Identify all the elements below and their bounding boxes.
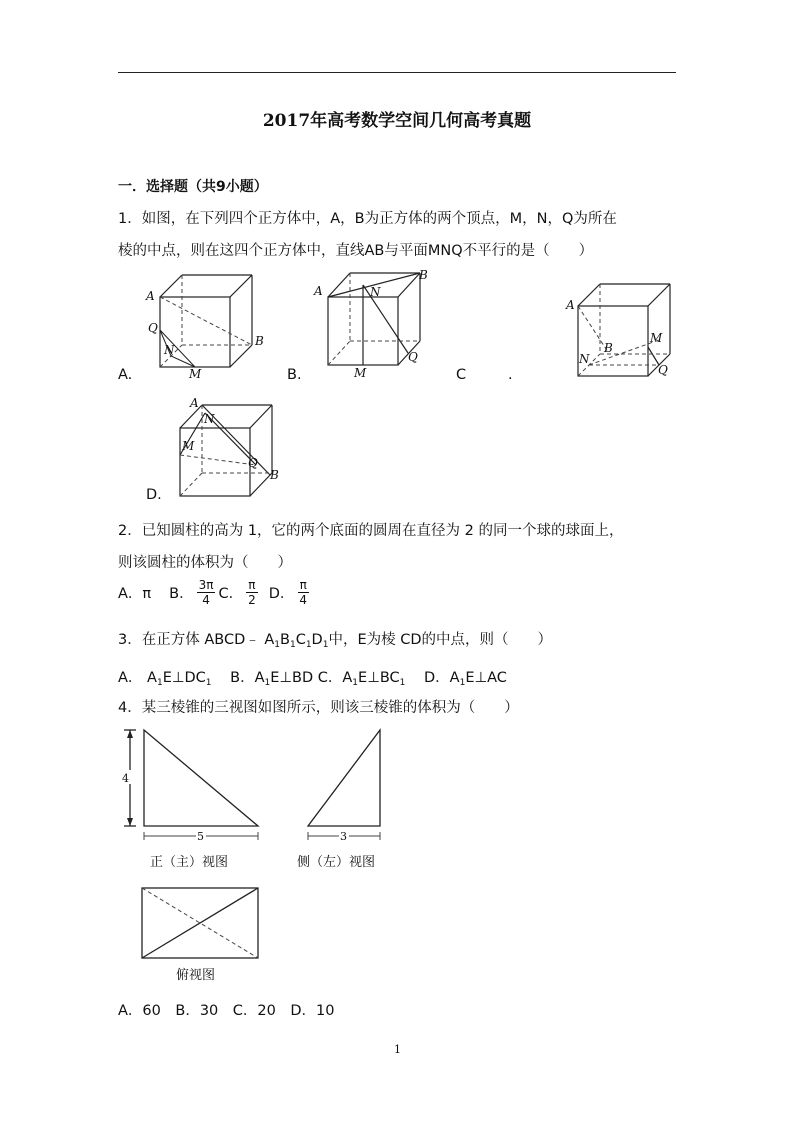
q3-stem-post: 中，E为棱 CD的中点，则（ ）	[328, 632, 553, 648]
label-a: A	[566, 298, 575, 312]
q1-option-d[interactable]: D.	[146, 487, 162, 503]
label-n: N	[204, 412, 215, 426]
header-rule	[118, 72, 676, 73]
label-q: Q	[148, 321, 158, 335]
q2-stem-line1: 2．已知圆柱的高为 1，它的两个底面的圆周在直径为 2 的同一个球的球面上，	[118, 523, 624, 539]
label-m: M	[189, 367, 202, 380]
top-view-label: 俯视图	[176, 968, 216, 983]
label-b: B	[255, 334, 264, 348]
label-a: A	[146, 289, 155, 303]
q4-top-view	[138, 884, 263, 962]
q1-figure-a	[140, 270, 270, 380]
q3-stem-pre: 3．在正方体 ABCD﹣ A	[118, 632, 275, 648]
q2-stem-line2: 则该圆柱的体积为（ ）	[118, 555, 292, 571]
q1-option-b[interactable]: B.	[287, 367, 302, 383]
label-q: Q	[248, 456, 258, 470]
q4-side-view	[300, 722, 390, 847]
q3-stem: 3．在正方体 ABCD﹣ $A_1B_1C_1D_1$中，E为棱 CD的中点，则（ ）	[118, 632, 553, 650]
q1-option-c-dot: .	[508, 367, 513, 383]
label-q: Q	[408, 350, 418, 364]
label-n: N	[579, 352, 590, 366]
label-b: B	[270, 468, 279, 482]
q1-stem-line2: 棱的中点，则在这四个正方体中，直线AB与平面MNQ不平行的是（ ）	[118, 243, 594, 259]
label-a: A	[190, 396, 199, 410]
dim-height: 4	[122, 772, 129, 785]
q2-option-c[interactable]: C．	[218, 586, 244, 602]
label-a: A	[314, 284, 323, 298]
label-n: N	[164, 343, 175, 357]
q2-options	[118, 578, 312, 607]
label-m: M	[650, 331, 663, 345]
frac-denominator: 2	[248, 593, 256, 607]
q2-option-b[interactable]: B．	[169, 586, 194, 602]
frac-denominator: 4	[299, 593, 308, 607]
q3-option-c[interactable]: C．$A_1E\perp BC_1$	[317, 670, 406, 688]
q3-options	[118, 666, 507, 688]
q2-option-b-fraction	[197, 578, 216, 607]
q3-option-b[interactable]: B．$A_1E\perp BD$	[230, 670, 314, 688]
q2-option-d-fraction	[297, 578, 309, 607]
page-number: 1	[394, 1043, 401, 1056]
q1-figure-c	[560, 280, 680, 385]
label-m: M	[354, 366, 367, 380]
q4-front-view	[118, 722, 268, 847]
q3-option-d[interactable]: D．$A_1E\perp AC$	[424, 670, 507, 688]
page-title: 2017年高考数学空间几何高考真题	[262, 111, 532, 131]
q1-option-c[interactable]: C	[456, 367, 467, 383]
dim-side-width: 3	[340, 830, 347, 843]
q3-option-a[interactable]: A． $A_1E\perp DC_1$	[118, 670, 212, 688]
front-view-label: 正（主）视图	[150, 855, 229, 870]
frac-numerator: 3π	[198, 578, 214, 592]
label-m: M	[182, 439, 195, 453]
q1-figure-b	[310, 265, 435, 380]
q1-figure-d	[170, 395, 290, 500]
q2-option-c-fraction	[246, 578, 258, 607]
label-b: B	[419, 268, 428, 282]
frac-numerator: π	[299, 578, 307, 592]
q2-option-d[interactable]: D．	[268, 586, 295, 602]
q4-stem: 4．某三棱锥的三视图如图所示，则该三棱锥的体积为（ ）	[118, 700, 519, 716]
dim-front-width: 5	[197, 830, 204, 843]
label-q: Q	[658, 363, 668, 377]
q1-option-a[interactable]: A.	[118, 367, 133, 383]
frac-numerator: π	[248, 578, 256, 592]
side-view-label: 侧（左）视图	[297, 855, 376, 870]
q1-stem-line1: 1．如图，在下列四个正方体中，A，B为正方体的两个顶点，M，N，Q为所在	[118, 211, 617, 227]
label-b: B	[604, 341, 613, 355]
q4-options[interactable]: A．60 B．30 C．20 D．10	[118, 1003, 335, 1019]
frac-denominator: 4	[202, 593, 210, 607]
label-n: N	[370, 285, 381, 299]
section-heading: 一．选择题（共9小题）	[118, 179, 268, 195]
q2-option-a[interactable]: A．π	[118, 586, 152, 602]
